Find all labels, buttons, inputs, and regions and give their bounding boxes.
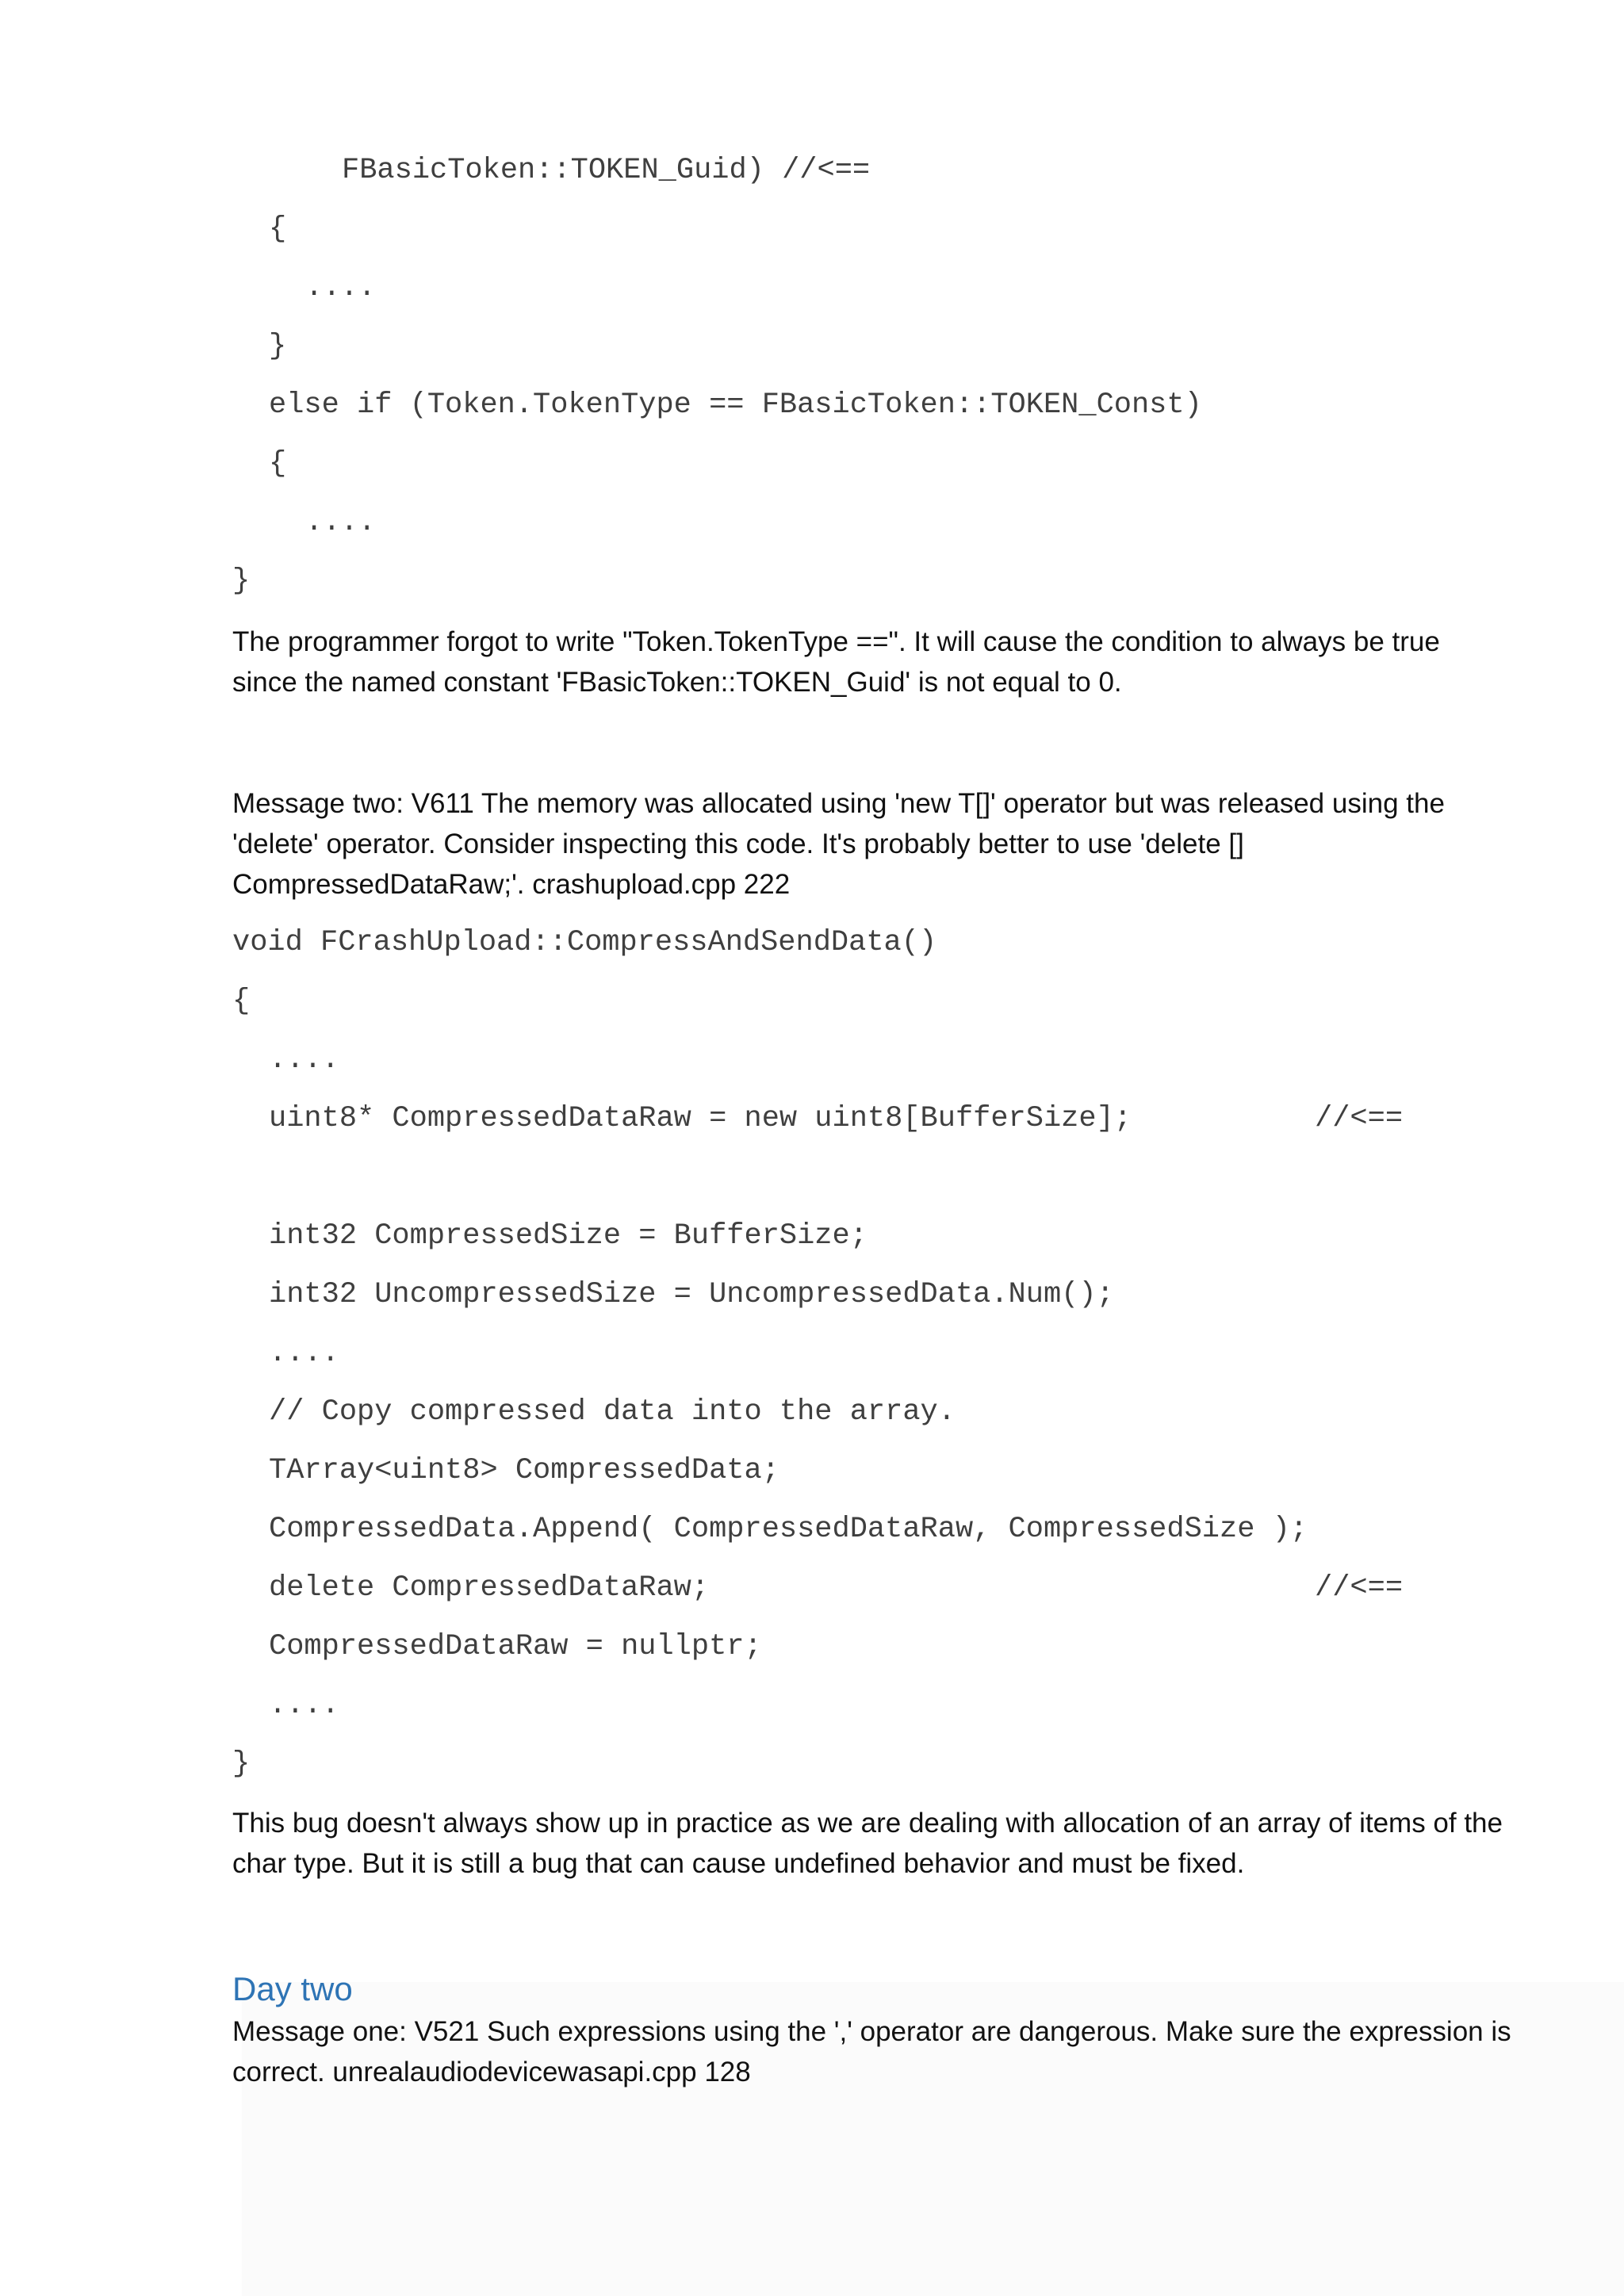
code-line: {: [269, 212, 287, 246]
code-line: }: [232, 564, 251, 598]
explanation-paragraph-1: [232, 622, 1517, 702]
code-comment: // Copy compressed data into the array.: [269, 1395, 956, 1429]
code-line: FBasicToken::TOKEN_Guid) //<==: [342, 154, 871, 187]
text-line: 'delete' operator. Consider inspecting this code. It's probably better to use 'delete []: [232, 828, 1244, 859]
code-line: {: [269, 447, 287, 480]
code-line: ....: [305, 271, 376, 304]
explanation-paragraph-2: [232, 1803, 1517, 1884]
code-line: int32 UncompressedSize = UncompressedData.Num();: [269, 1278, 1114, 1311]
day-two-message-paragraph: [232, 2011, 1517, 2092]
message-two-paragraph: [232, 783, 1517, 905]
code-line: int32 CompressedSize = BufferSize;: [269, 1219, 868, 1253]
code-line: else if (Token.TokenType == FBasicToken::TOKEN_Const): [269, 388, 1202, 422]
code-line: }: [232, 1747, 251, 1781]
code-line: CompressedDataRaw = nullptr;: [269, 1630, 762, 1663]
text-line: The programmer forgot to write "Token.TokenType ==". It will cause the condition to always be true: [232, 626, 1440, 657]
code-line: CompressedData.Append( CompressedDataRaw, CompressedSize );: [269, 1513, 1308, 1546]
code-line: void FCrashUpload::CompressAndSendData(): [232, 926, 937, 959]
text-line: Message one: V521 Such expressions using the ',' operator are dangerous. Make sure the expression is: [232, 2016, 1511, 2047]
section-heading-day-two: Day two: [232, 1970, 353, 2007]
text-line: since the named constant 'FBasicToken::TOKEN_Guid' is not equal to 0.: [232, 667, 1122, 698]
code-line: }: [269, 330, 287, 363]
code-marker: //<==: [1315, 1571, 1404, 1605]
text-line: Message two: V611 The memory was allocated using 'new T[]' operator but was released using the: [232, 788, 1445, 819]
text-line: This bug doesn't always show up in practice as we are dealing with allocation of an array of items of the: [232, 1808, 1503, 1839]
code-line: ....: [269, 1337, 339, 1370]
code-line: ....: [269, 1043, 339, 1077]
code-marker: //<==: [1315, 1102, 1404, 1135]
text-line: char type. But it is still a bug that can cause undefined behavior and must be fixed.: [232, 1848, 1245, 1879]
code-line: delete CompressedDataRaw;: [269, 1571, 710, 1605]
code-line: {: [232, 985, 251, 1018]
code-line: TArray<uint8> CompressedData;: [269, 1454, 779, 1487]
code-line: uint8* CompressedDataRaw = new uint8[BufferSize];: [269, 1102, 1132, 1135]
text-line: CompressedDataRaw;'. crashupload.cpp 222: [232, 869, 791, 900]
code-line: ....: [305, 506, 376, 539]
code-line: ....: [269, 1689, 339, 1722]
text-line: correct. unrealaudiodevicewasapi.cpp 128: [232, 2057, 751, 2087]
